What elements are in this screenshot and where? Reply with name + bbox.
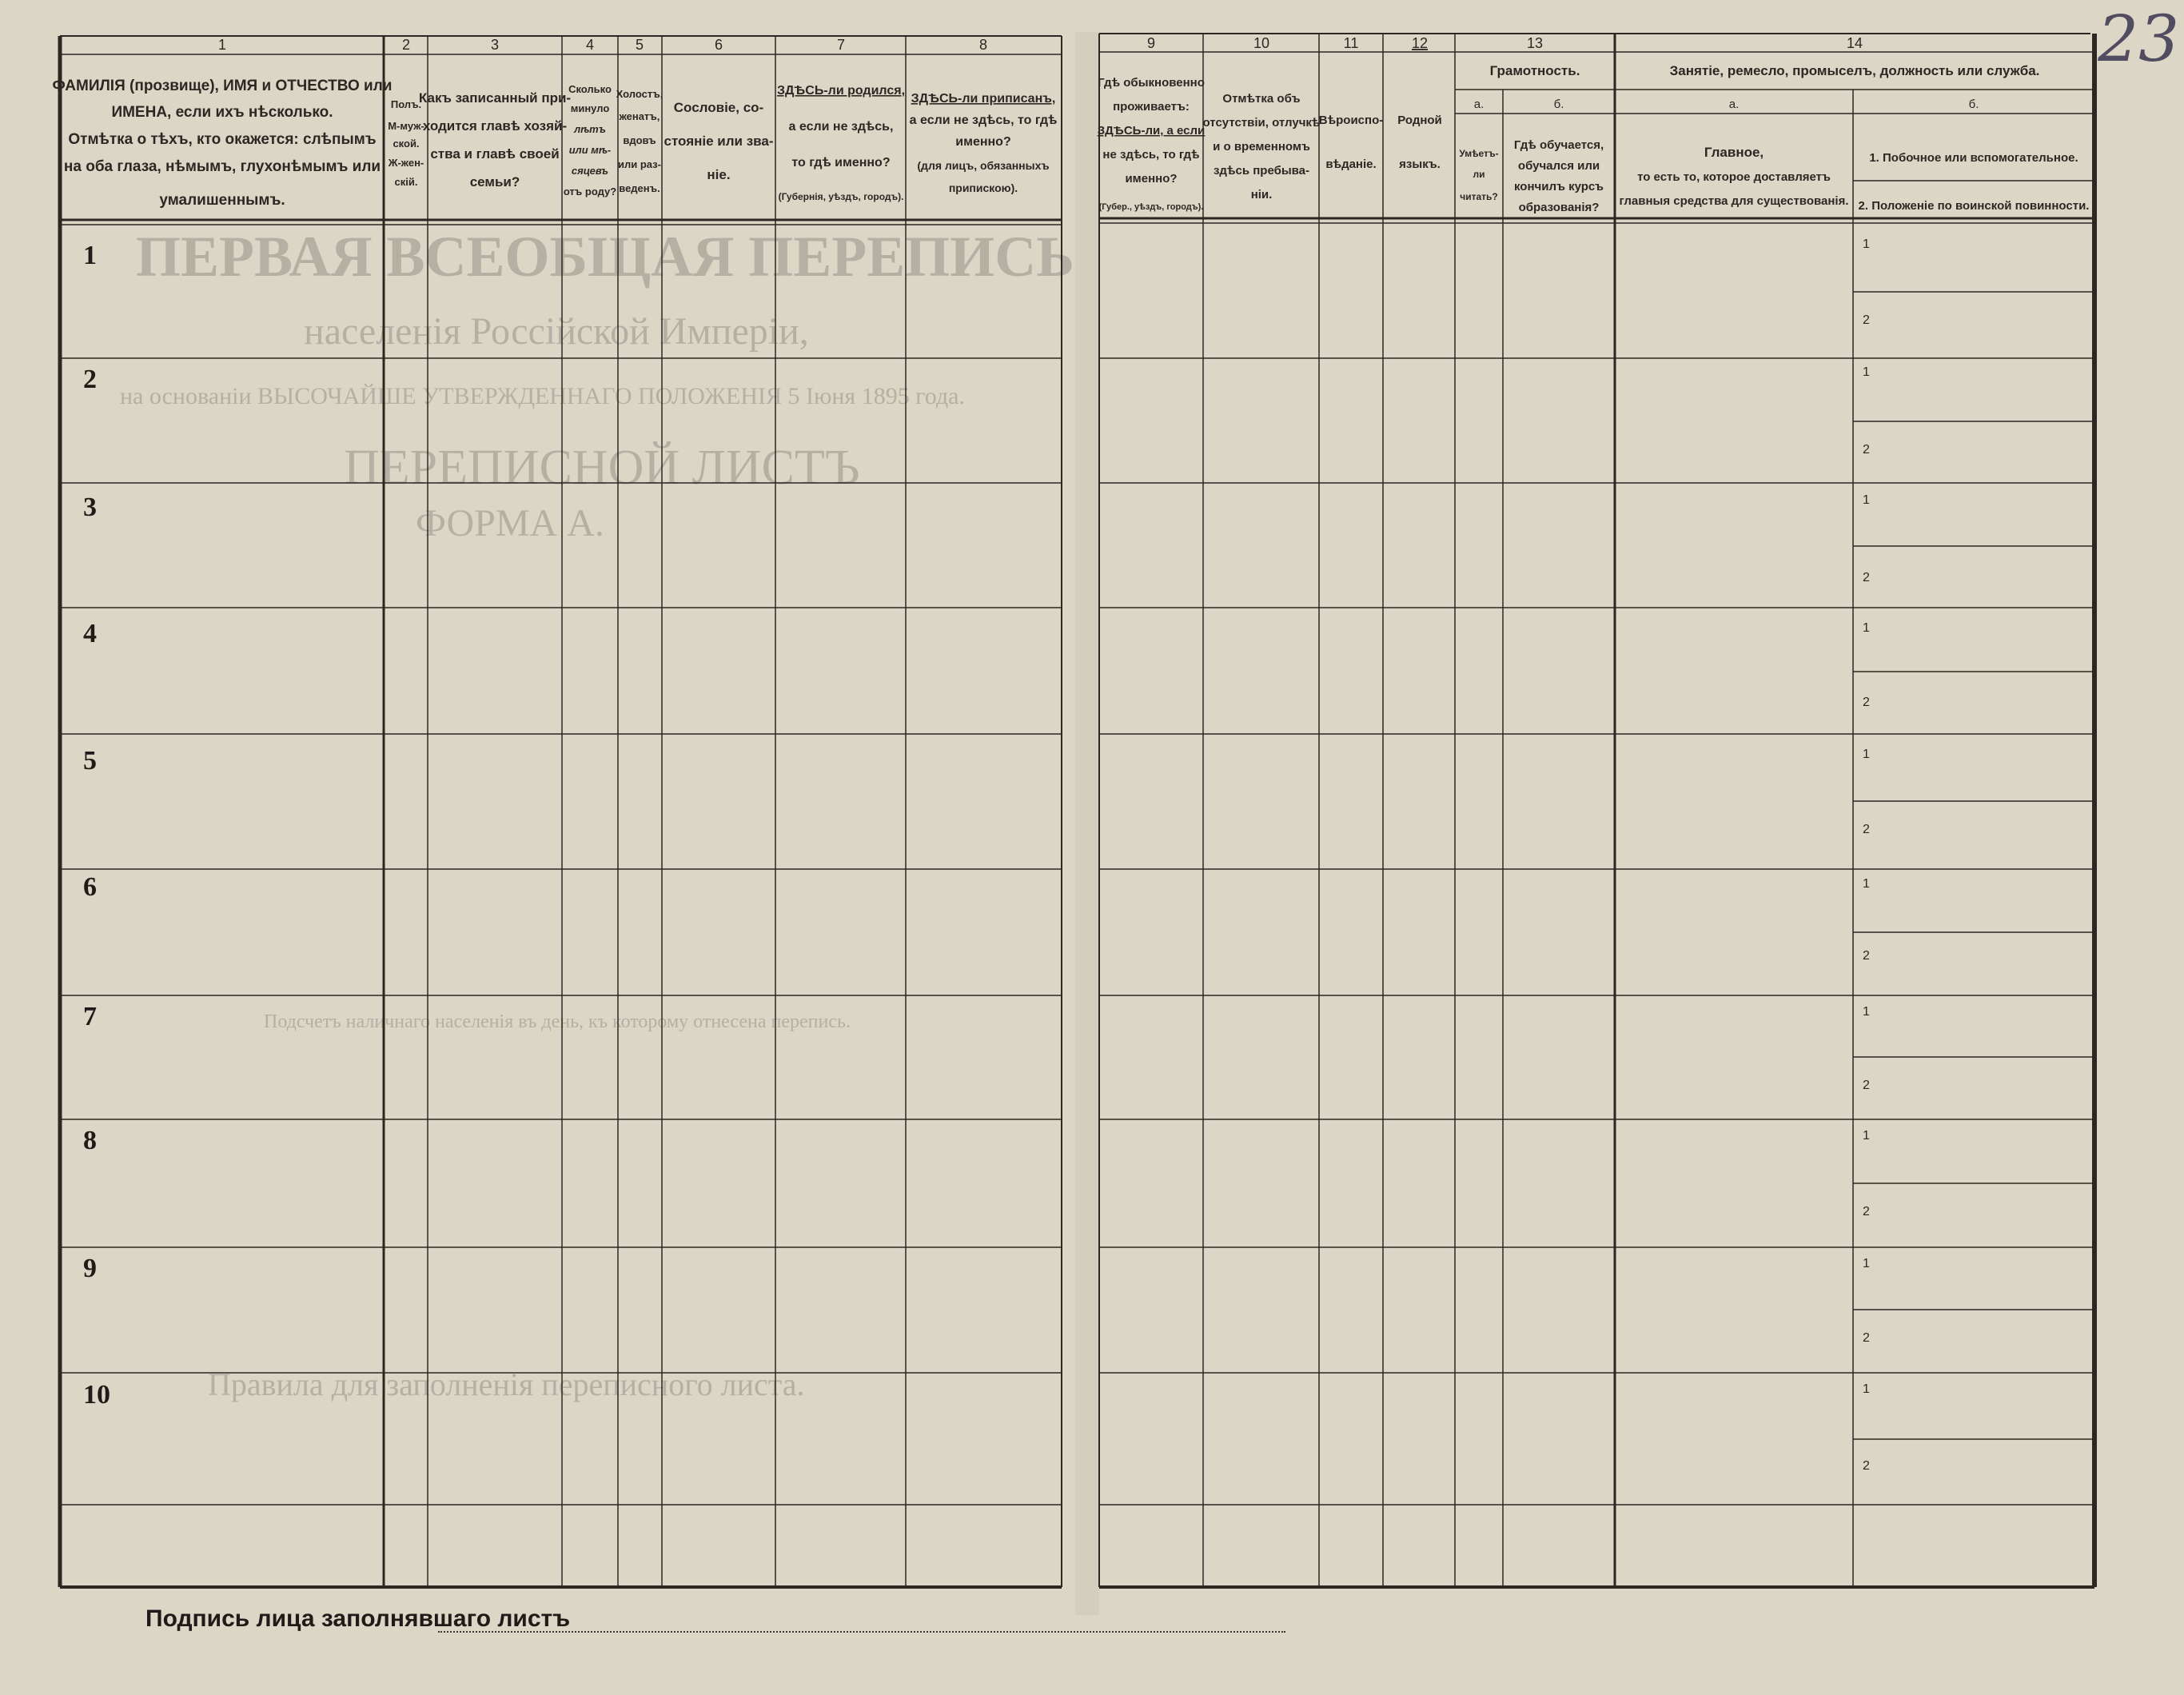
svg-text:Сколько: Сколько [568,83,612,95]
row-number-8: 8 [83,1126,97,1155]
svg-text:2: 2 [1863,823,1870,836]
svg-text:1: 1 [1863,1129,1870,1143]
svg-text:Отмѣтка о тѣхъ, кто окажется:: Отмѣтка о тѣхъ, кто окажется: слѣпымъ [68,131,377,148]
svg-text:ской.: ской. [393,138,420,150]
svg-text:умалишеннымъ.: умалишеннымъ. [159,192,285,209]
svg-text:(Губернія, уѣздъ, городъ).: (Губернія, уѣздъ, городъ). [778,191,904,202]
colnum-4: 4 [585,37,595,53]
signature-label: Подпись лица заполнявшаго листъ [145,1605,571,1632]
svg-text:а если не здѣсь,: а если не здѣсь, [788,120,894,134]
svg-text:2: 2 [1863,313,1870,327]
svg-text:1. Побочное или вспомогательно: 1. Побочное или вспомогательное. [1869,151,2078,165]
svg-text:1: 1 [1863,1005,1870,1019]
svg-text:или мѣ-: или мѣ- [568,144,612,156]
svg-text:(Губер., уѣздъ, городъ).: (Губер., уѣздъ, городъ). [1098,202,1204,212]
svg-text:ніе.: ніе. [707,167,731,182]
svg-text:а если не здѣсь, то гдѣ: а если не здѣсь, то гдѣ [909,114,1058,127]
page-number-handwritten: 23 [2098,2,2179,76]
svg-text:сяцевъ: сяцевъ [571,165,609,177]
svg-text:читать?: читать? [1460,191,1498,202]
svg-text:1: 1 [1863,1257,1870,1270]
svg-text:семьи?: семьи? [469,174,520,189]
svg-text:Грамотность.: Грамотность. [1489,63,1580,78]
svg-text:ЗДѢСЬ-ли, а если: ЗДѢСЬ-ли, а если [1097,124,1206,138]
svg-text:1: 1 [1863,237,1870,251]
svg-text:ства и главѣ своей: ства и главѣ своей [430,146,560,162]
colnum-11: 11 [1343,35,1359,51]
svg-text:Сословіе, со-: Сословіе, со- [673,100,764,115]
row-number-9: 9 [83,1254,97,1283]
bleed-subtitle: населенія Россійской Имперіи, [304,310,809,353]
svg-text:ніи.: ніи. [1250,188,1273,201]
svg-text:1: 1 [1863,1382,1870,1396]
svg-text:2. Положеніе по воинской повин: 2. Положеніе по воинской повинности. [1858,199,2090,213]
svg-text:М-муж-: М-муж- [388,120,424,132]
svg-text:лѣтъ: лѣтъ [574,123,606,135]
svg-text:образованія?: образованія? [1518,201,1600,214]
svg-text:отъ роду?: отъ роду? [563,185,617,197]
svg-text:женатъ,: женатъ, [619,110,660,122]
colnum-7: 7 [836,37,846,53]
svg-text:2: 2 [1863,1205,1870,1218]
svg-text:(для лицъ, обязанныхъ: (для лицъ, обязанныхъ [917,159,1050,172]
row-number-3: 3 [83,493,97,522]
bleed-rules-title: Правила для заполненія переписного листа. [208,1366,805,1402]
svg-text:б.: б. [1553,98,1564,111]
bleed-form-title: ПЕРЕПИСНОЙ ЛИСТЪ [344,441,860,495]
svg-text:а.: а. [1728,98,1740,111]
bleed-count-title: Подсчетъ наличнаго населенія въ день, къ которому отнесена перепись. [264,1011,851,1032]
svg-text:кончилъ курсъ: кончилъ курсъ [1514,180,1604,193]
svg-text:ЗДѢСЬ-ли приписанъ,: ЗДѢСЬ-ли приписанъ, [911,92,1056,106]
svg-text:вдовъ: вдовъ [623,134,656,146]
bleed-title: ПЕРВАЯ ВСЕОБЩАЯ ПЕРЕПИСЬ [136,225,1074,289]
bleed-form-label: ФОРМА А. [416,502,604,544]
svg-text:Умѣетъ-: Умѣетъ- [1459,148,1499,159]
svg-text:обучался или: обучался или [1517,159,1600,173]
svg-text:припискою).: припискою). [948,181,1018,194]
svg-text:то гдѣ именно?: то гдѣ именно? [791,156,891,170]
svg-text:Полъ.: Полъ. [390,98,422,110]
signature-line[interactable] [438,1631,1285,1633]
svg-text:1: 1 [1863,621,1870,635]
svg-text:именно?: именно? [955,135,1011,149]
svg-text:скій.: скій. [394,176,418,188]
svg-text:а.: а. [1473,98,1485,111]
colnum-10: 10 [1253,35,1270,51]
colnum-6: 6 [714,37,723,53]
colnum-2: 2 [401,37,411,53]
svg-text:2: 2 [1863,443,1870,457]
svg-text:2: 2 [1863,1459,1870,1473]
svg-text:2: 2 [1863,1079,1870,1092]
svg-text:ли: ли [1473,169,1485,180]
svg-text:1: 1 [1863,748,1870,761]
row-number-1: 1 [83,241,97,270]
row-number-10: 10 [83,1380,110,1410]
svg-text:проживаетъ:: проживаетъ: [1113,100,1190,114]
svg-text:здѣсь пребыва-: здѣсь пребыва- [1213,164,1310,177]
svg-text:на оба глаза, нѣмымъ, глухонѣм: на оба глаза, нѣмымъ, глухонѣмымъ или [63,158,381,175]
svg-text:не здѣсь, то гдѣ: не здѣсь, то гдѣ [1102,148,1200,162]
svg-text:Какъ записанный при-: Какъ записанный при- [418,90,572,106]
svg-text:ЗДѢСЬ-ли родился,: ЗДѢСЬ-ли родился, [776,84,906,98]
bleed-basis: на основаніи ВЫСОЧАЙШЕ УТВЕРЖДЕННАГО ПОЛОЖЕНІЯ 5 Іюня 1895 года. [120,383,965,409]
svg-text:или раз-: или раз- [618,158,661,170]
svg-text:2: 2 [1863,1331,1870,1345]
svg-text:Гдѣ обыкновенно: Гдѣ обыкновенно [1098,76,1205,90]
row-number-6: 6 [83,872,97,902]
svg-text:и о временномъ: и о временномъ [1213,140,1310,154]
svg-text:главныя средства для существов: главныя средства для существованія. [1619,194,1849,208]
colnum-1: 1 [217,37,227,53]
svg-text:2: 2 [1863,949,1870,963]
svg-text:Главное,: Главное, [1704,145,1764,160]
row-number-5: 5 [83,746,97,776]
svg-text:веденъ.: веденъ. [619,182,660,194]
svg-text:отсутствіи, отлучкѣ: отсутствіи, отлучкѣ [1202,116,1321,130]
svg-text:Вѣроиспо-: Вѣроиспо- [1318,114,1384,127]
svg-text:ИМЕНА, если ихъ нѣсколько.: ИМЕНА, если ихъ нѣсколько. [111,104,333,121]
svg-text:именно?: именно? [1125,172,1178,185]
svg-text:1: 1 [1863,365,1870,379]
colnum-5: 5 [635,37,644,53]
svg-text:ходится главѣ хозяй-: ходится главѣ хозяй- [422,118,568,134]
svg-text:1: 1 [1863,493,1870,507]
svg-text:Холостъ,: Холостъ, [616,88,664,100]
svg-text:б.: б. [1968,98,1979,111]
svg-text:то есть то, которое доставляет: то есть то, которое доставляетъ [1637,170,1831,184]
colnum-14: 14 [1846,35,1863,51]
svg-text:Отмѣтка объ: Отмѣтка объ [1222,92,1301,106]
svg-text:2: 2 [1863,571,1870,584]
svg-text:2: 2 [1863,696,1870,709]
row-number-7: 7 [83,1002,97,1031]
colnum-13: 13 [1526,35,1544,51]
colnum-3: 3 [490,37,500,53]
svg-text:языкъ.: языкъ. [1399,158,1441,171]
svg-text:стояніе или зва-: стояніе или зва- [664,134,774,149]
svg-text:ФАМИЛІЯ (прозвище), ИМЯ и ОТЧЕ: ФАМИЛІЯ (прозвище), ИМЯ и ОТЧЕСТВО или [52,78,393,94]
row-number-2: 2 [83,365,97,394]
svg-text:Занятіе, ремесло, промыселъ, д: Занятіе, ремесло, промыселъ, должность или служба. [1669,63,2040,78]
svg-text:Гдѣ обучается,: Гдѣ обучается, [1513,138,1604,152]
svg-text:минуло: минуло [570,102,610,114]
svg-text:1: 1 [1863,877,1870,891]
svg-text:Родной: Родной [1397,114,1442,127]
colnum-12: 12 [1411,35,1429,51]
colnum-8: 8 [978,37,988,53]
svg-text:Ж-жен-: Ж-жен- [388,157,424,169]
svg-text:вѣданіе.: вѣданіе. [1325,158,1377,171]
colnum-9: 9 [1146,35,1156,51]
row-number-4: 4 [83,619,97,648]
